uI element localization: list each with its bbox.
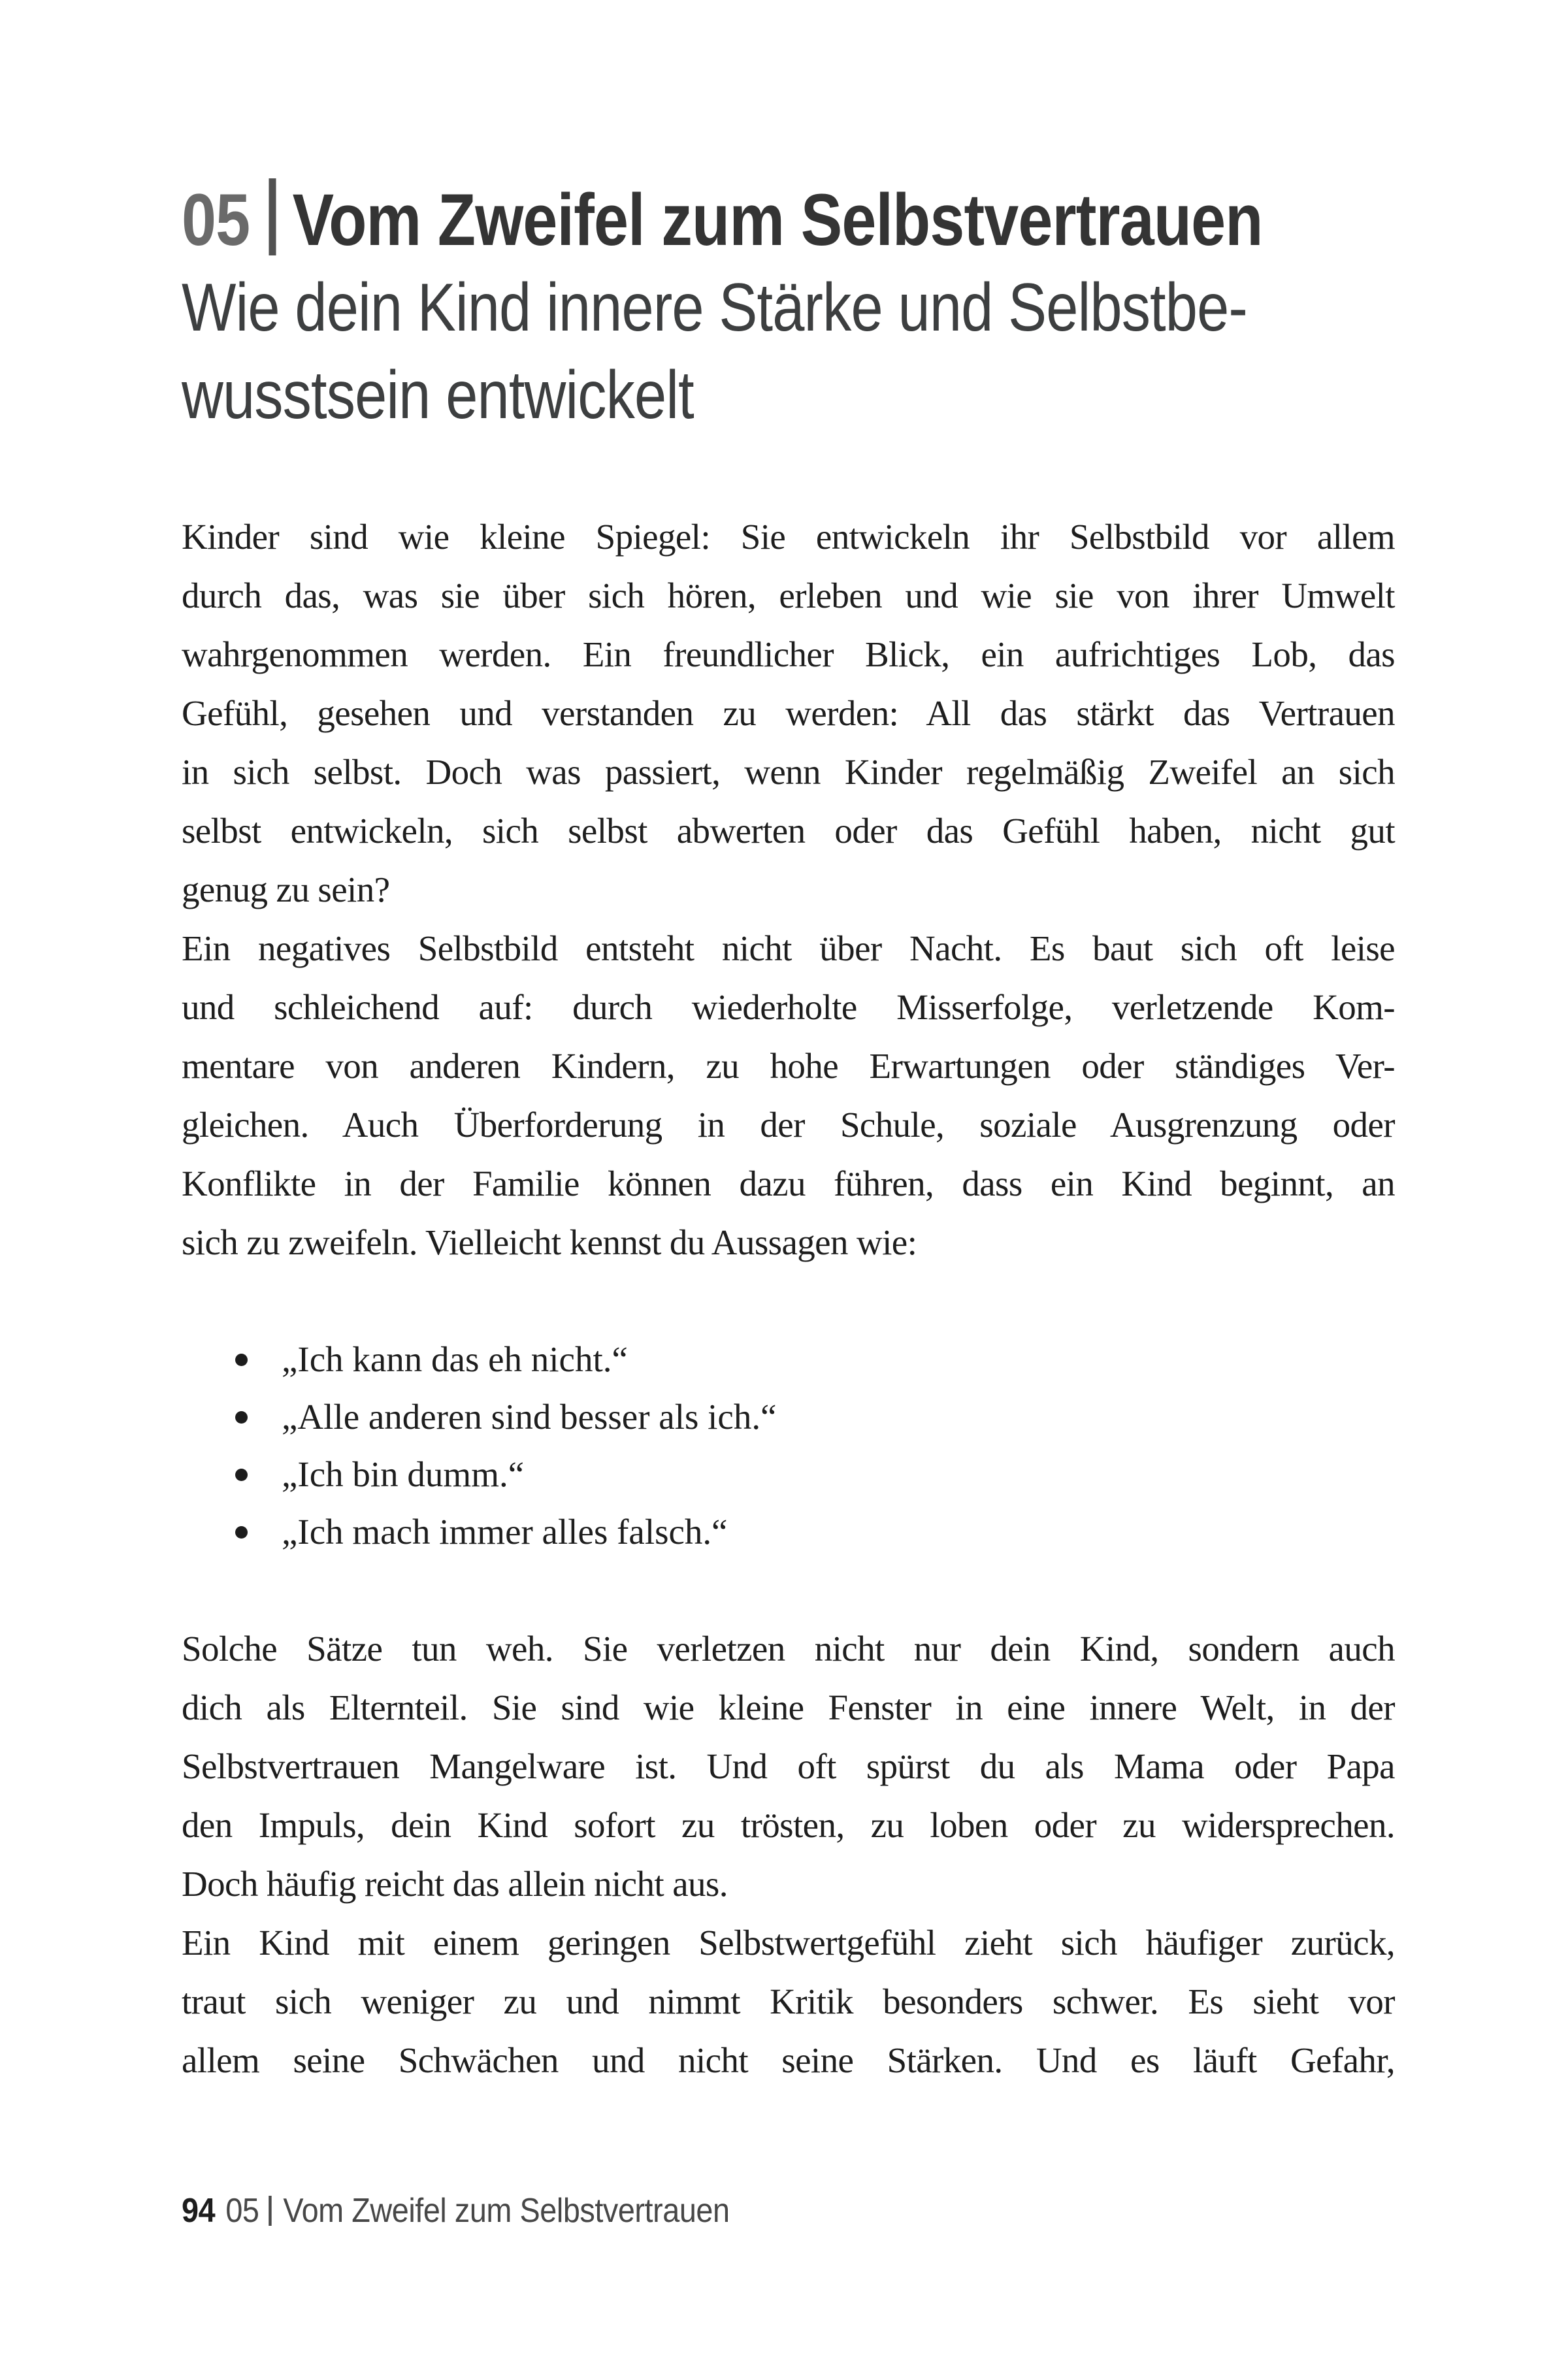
- bullet-marker: [235, 1469, 248, 1481]
- text-line: mentare von anderen Kindern, zu hohe Erwartungen oder ständiges Ver-: [182, 1046, 1395, 1086]
- bullet-marker: [235, 1354, 248, 1366]
- text-line: traut sich weniger zu und nimmt Kritik besonders schwer. Es sieht vor: [182, 1981, 1395, 2021]
- subtitle-line: wusstsein entwickelt: [182, 357, 694, 433]
- bullet-item: [182, 1331, 1395, 1388]
- bullet-marker: [235, 1526, 248, 1539]
- text-line: Kinder sind wie kleine Spiegel: Sie entwickeln ihr Selbstbild vor allem: [182, 517, 1395, 557]
- chapter-title: [182, 176, 1263, 264]
- bullet-text: „Ich bin dumm.“: [282, 1454, 525, 1494]
- text-line: dich als Elternteil. Sie sind wie kleine Fenster in eine innere Welt, in der: [182, 1687, 1395, 1727]
- bullet-item: [182, 1446, 1395, 1503]
- text-line: Solche Sätze tun weh. Sie verletzen nicht nur dein Kind, sondern auch: [182, 1629, 1395, 1669]
- bullet-text: „Alle anderen sind besser als ich.“: [282, 1397, 777, 1437]
- text-line: Selbstvertrauen Mangelware ist. Und oft spürst du als Mama oder Papa: [182, 1746, 1395, 1786]
- text-line: durch das, was sie über sich hören, erleben und wie sie von ihrer Umwelt: [182, 576, 1395, 615]
- text-line: selbst entwickeln, sich selbst abwerten oder das Gefühl haben, nicht gut: [182, 811, 1395, 851]
- bullet-text: „Ich kann das eh nicht.“: [282, 1339, 628, 1379]
- text-line: Doch häufig reicht das allein nicht aus.: [182, 1864, 728, 1904]
- text-line: allem seine Schwächen und nicht seine Stärken. Und es läuft Gefahr,: [182, 2040, 1395, 2080]
- title-separator-bar: [269, 178, 276, 255]
- paragraph: [182, 1620, 1395, 1914]
- text-line: und schleichend auf: durch wiederholte Misserfolge, verletzende Kom-: [182, 987, 1395, 1027]
- text-line: genug zu sein?: [182, 870, 390, 909]
- page-content: [0, 176, 1568, 2230]
- text-line: sich zu zweifeln. Vielleicht kennst du Aussagen wie:: [182, 1222, 917, 1262]
- body-text: [182, 508, 1395, 2090]
- text-line: wahrgenommen werden. Ein freundlicher Blick, ein aufrichtiges Lob, das: [182, 634, 1395, 674]
- bullet-list: [182, 1331, 1395, 1561]
- chapter-title-text: Vom Zweifel zum Selbstvertrauen: [292, 179, 1263, 261]
- bullet-item: [182, 1388, 1395, 1446]
- footer-separator-bar: [269, 2196, 272, 2226]
- text-line: in sich selbst. Doch was passiert, wenn Kinder regelmäßig Zweifel an sich: [182, 752, 1395, 792]
- bullet-text: „Ich mach immer alles falsch.“: [282, 1512, 728, 1552]
- text-line: Konflikte in der Familie können dazu führen, dass ein Kind beginnt, an: [182, 1164, 1395, 1203]
- page-number: 94: [182, 2192, 216, 2230]
- text-line: den Impuls, dein Kind sofort zu trösten, zu loben oder zu widersprechen.: [182, 1805, 1395, 1845]
- footer-chapter-number: 05: [225, 2192, 259, 2230]
- text-line: Gefühl, gesehen und verstanden zu werden: All das stärkt das Vertrauen: [182, 693, 1395, 733]
- text-line: Ein Kind mit einem geringen Selbstwertgefühl zieht sich häufiger zurück,: [182, 1923, 1395, 1963]
- paragraph: [182, 919, 1395, 1272]
- bullet-marker: [235, 1411, 248, 1424]
- subtitle-line: Wie dein Kind innere Stärke und Selbstbe-: [182, 270, 1247, 346]
- chapter-number: 05: [182, 179, 250, 261]
- footer-chapter-title: Vom Zweifel zum Selbstvertrauen: [283, 2192, 730, 2230]
- bullet-item: [182, 1503, 1395, 1561]
- text-line: Ein negatives Selbstbild entsteht nicht über Nacht. Es baut sich oft leise: [182, 928, 1395, 968]
- chapter-header: [182, 176, 1263, 439]
- page-footer: [182, 2191, 1273, 2230]
- paragraph: [182, 1914, 1395, 2090]
- chapter-subtitle: [182, 264, 1247, 439]
- text-line: gleichen. Auch Überforderung in der Schule, soziale Ausgrenzung oder: [182, 1105, 1395, 1145]
- paragraph: [182, 508, 1395, 919]
